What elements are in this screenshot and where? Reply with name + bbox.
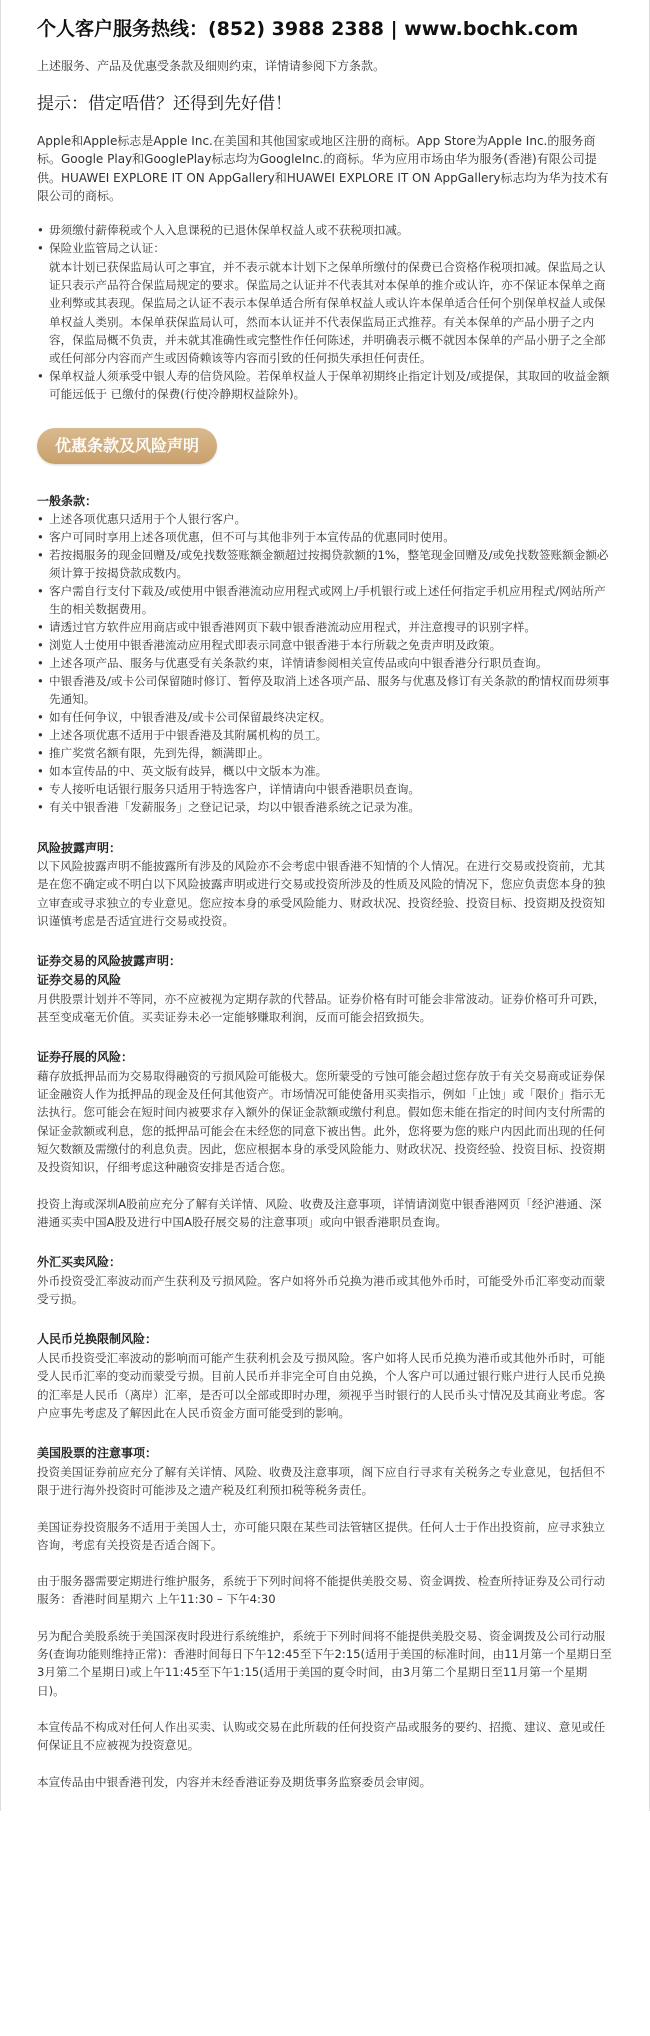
list-item: • 请透过官方软件应用商店或中银香港网页下载中银香港流动应用程式，并注意搜寻的识别字样。 <box>37 619 613 637</box>
us-stock-title: 美国股票的注意事项： <box>37 1446 158 1461</box>
list-item: • 如有任何争议，中银香港及/或卡公司保留最终决定权。 <box>37 709 613 727</box>
list-item: • 客户可同时享用上述各项优惠，但不可与其他非列于本宣传品的优惠同时使用。 <box>37 529 613 547</box>
margin-risk-title: 证券孖展的风险： <box>37 1050 134 1065</box>
list-item: • 上述各项优惠只适用于个人银行客户。 <box>37 511 613 529</box>
a-share-note: 投资上海或深圳A股前应充分了解有关详情、风险、收费及注意事项，详情请浏览中银香港网页「经沪港通、深港通买卖中国A股及进行中国A股孖展交易的注意事项」或向中银香港职员查询。 <box>37 1196 602 1229</box>
list-item: • 专人接听电话银行服务只适用于特选客户，详情请向中银香港职员查询。 <box>37 781 613 799</box>
list-item: • 有关中银香港「发薪服务」之登记记录，均以中银香港系统之记录为准。 <box>37 799 613 817</box>
list-item: • 上述各项产品、服务与优惠受有关条款约束，详情请参阅相关宣传品或向中银香港分行职员查询。 <box>37 655 613 673</box>
ia-certification-body: 就本计划已获保监局认可之事宜，并不表示就本计划下之保单所缴付的保费已合资格作税项扣减。保监局之认证只表示产品符合保监局规定的要求。保监局之认证并不代表其对本保单的推介或认许，亦不保证本保单之商业利弊或其表现。保监局之认证不表示本保单适合所有保单权益人或认许本保单适合任何个别保单权益人或保单权益人类别。本保单获保监局认可，然而本认证并不代表保监局正式推荐。有关本保单的产品小册子之内容，保监局概不负责，并未就其准确性或完整性作任何陈述，并明确表示概不就因本保单的产品小册子之全部或任何部分内容而产生或因倚赖该等内容而引致的任何损失承担任何责任。 <box>49 259 606 366</box>
insurance-bullets <box>37 222 613 404</box>
us-stock-p1: 投资美国证券前应充分了解有关详情、风险、收费及注意事项，阁下应自行寻求有关税务之专业意见，包括但不限于进行海外投资时可能涉及之遗产税及红利预扣税等税务责任。 <box>37 1464 606 1498</box>
list-item: • 客户需自行支付下载及/或使用中银香港流动应用程式或网上/手机银行或上述任何指定手机应用程式/网站所产生的相关数据费用。 <box>37 583 613 619</box>
ia-certification-title: • 保险业监管局之认证： <box>49 240 165 255</box>
us-stock-p6: 本宣传品由中银香港刊发，内容并未经香港证券及期货事务监察委员会审阅。 <box>37 1774 432 1789</box>
us-stock-p5: 本宣传品不构成对任何人作出买卖、认购或交易在此所载的任何投资产品或服务的要约、招揽、建议、意见或任何保证且不应被视为投资意见。 <box>37 1720 606 1753</box>
list-item: • 如本宣传品的中、英文版有歧异，概以中文版本为准。 <box>37 763 613 781</box>
hotline-heading: 个人客户服务热线：(852) 3988 2388 | www.bochk.com <box>37 18 579 40</box>
list-item: • 上述各项优惠不适用于中银香港及其附属机构的员工。 <box>37 727 613 745</box>
us-stock-p4: 另为配合美股系统于美国深夜时段进行系统维护，系统于下列时间将不能提供美股交易、资金调拨及公司行动服务(查询功能则维持正常)：香港时间每日下午12:45至下午2:15(适用于美国的标准时间，由11月第一个星期日至3月第二个星期日)或上午11:45至下午1:15(适用于美国的夏令时间，由3月第二个星期日至11月第一个星期日)。 <box>37 1628 612 1698</box>
list-item <box>37 240 613 368</box>
trademark-notice: Apple和Apple标志是Apple Inc.在美国和其他国家或地区注册的商标。App Store为Apple Inc.的服务商标。Google Play和GooglePlay标志均为GoogleInc.的商标。华为应用市场由华为服务(香港)有限公司提供。HUAWEI EXPLORE IT ON AppGallery和HUAWEI EXPLORE IT ON AppGallery标志均为华为技术有限公司的商标。 <box>37 133 609 204</box>
terms-subject-note: 上述服务、产品及优惠受条款及细则约束，详情请参阅下方条款。 <box>37 58 386 73</box>
risk-disclosure-title: 风险披露声明： <box>37 840 122 855</box>
borrowing-warning: 提示：借定唔借？还得到先好借！ <box>37 94 292 115</box>
list-item: • 保单权益人须承受中银人寿的信贷风险。若保单权益人于保单初期终止指定计划及/或提保，其取回的收益金额可能远低于 已缴付的保费(行使冷静期权益除外)。 <box>37 368 613 404</box>
securities-risk-body: 月供股票计划并不等同，亦不应被视为定期存款的代替品。证券价格有时可能会非常波动。证券价格可升可跌，甚至变成毫无价值。买卖证券未必一定能够赚取利润，反而可能会招致损失。 <box>37 991 606 1024</box>
us-stock-p3: 由于服务器需要定期进行维护服务，系统于下列时间将不能提供美股交易、资金调拨、检查所持证券及公司行动服务：香港时间星期六 上午11:30 – 下午4:30 <box>37 1574 606 1607</box>
list-item: • 若按揭服务的现金回赠及/或免找数签账额金额超过按揭贷款额的1%，整笔现金回赠及/或免找数签账额金额必须计算于按揭贷款成数内。 <box>37 547 613 583</box>
margin-risk-body: 藉存放抵押品而为交易取得融资的亏损风险可能极大。您所蒙受的亏蚀可能会超过您存放于有关交易商或证券保证金融资人作为抵押品的现金及任何其他资产。市场情况可能使备用买卖指示，例如「止蚀」或「限价」指示无法执行。您可能会在短时间内被要求存入额外的保证金款额或缴付利息。假如您未能在指定的时间内支付所需的保证金款额或利息，您的抵押品可能会在未经您的同意下被出售。此外，您将要为您的账户内因此而出现的任何短欠数额及需缴付的利息负责。因此，您应根据本身的承受风险能力、财政状况、投资经验、投资目标、投资期及投资知识，仔细考虑这种融资安排是否适合您。 <box>37 1068 606 1175</box>
terms-and-risk-button[interactable]: 优惠条款及风险声明 <box>37 428 217 465</box>
list-item: • 中银香港及/或卡公司保留随时修订、暂停及取消上述各项产品、服务与优惠及修订有关条款的酌情权而毋须事先通知。 <box>37 673 613 709</box>
rmb-risk-title: 人民币兑换限制风险： <box>37 1332 158 1347</box>
rmb-risk-body: 人民币投资受汇率波动的影响而可能产生获利机会及亏损风险。客户如将人民币兑换为港币或其他外币时，可能受人民币汇率的变动而蒙受亏损。目前人民币并非完全可自由兑换，个人客户可以通过银行账户进行人民币兑换的汇率是人民币（离岸）汇率，是否可以全部或即时办理，须视乎当时银行的人民币头寸情况及其商业考虑。客户应事先考虑及了解因此在人民币资金方面可能受到的影响。 <box>37 1351 606 1421</box>
us-stock-p2: 美国证券投资服务不适用于美国人士，亦可能只限在某些司法管辖区提供。任何人士于作出投资前，应寻求独立咨询，考虑有关投资是否适合阁下。 <box>37 1519 606 1552</box>
risk-disclosure-body: 以下风险披露声明不能披露所有涉及的风险亦不会考虑中银香港不知情的个人情况。在进行交易或投资前，尤其是在您不确定或不明白以下风险披露声明或进行交易或投资所涉及的性质及风险的情况下，您应负责您本身的独立审查或寻求独立的专业意见。您应按本身的承受风险能力、财政状况、投资经验、投资目标、投资期及投资知识谨慎考虑是否适宜进行交易或投资。 <box>37 859 606 929</box>
securities-risk-title: 证券交易的风险披露声明： <box>37 954 182 969</box>
list-item: • 浏览人士使用中银香港流动应用程式即表示同意中银香港于本行所载之免责声明及政策。 <box>37 637 613 655</box>
list-item: • 推广奖赏名额有限，先到先得，额满即止。 <box>37 745 613 763</box>
general-terms-list <box>37 511 613 816</box>
fx-risk-body: 外币投资受汇率波动而产生获利及亏损风险。客户如将外币兑换为港币或其他外币时，可能受外币汇率变动而蒙受亏损。 <box>37 1273 606 1307</box>
list-item: • 毋须缴付薪俸税或个人入息课税的已退休保单权益人或不获税项扣减。 <box>37 222 613 240</box>
fx-risk-title: 外汇买卖风险： <box>37 1255 122 1270</box>
general-terms-title: 一般条款： <box>37 494 98 509</box>
securities-risk-subtitle: 证券交易的风险 <box>37 972 122 987</box>
